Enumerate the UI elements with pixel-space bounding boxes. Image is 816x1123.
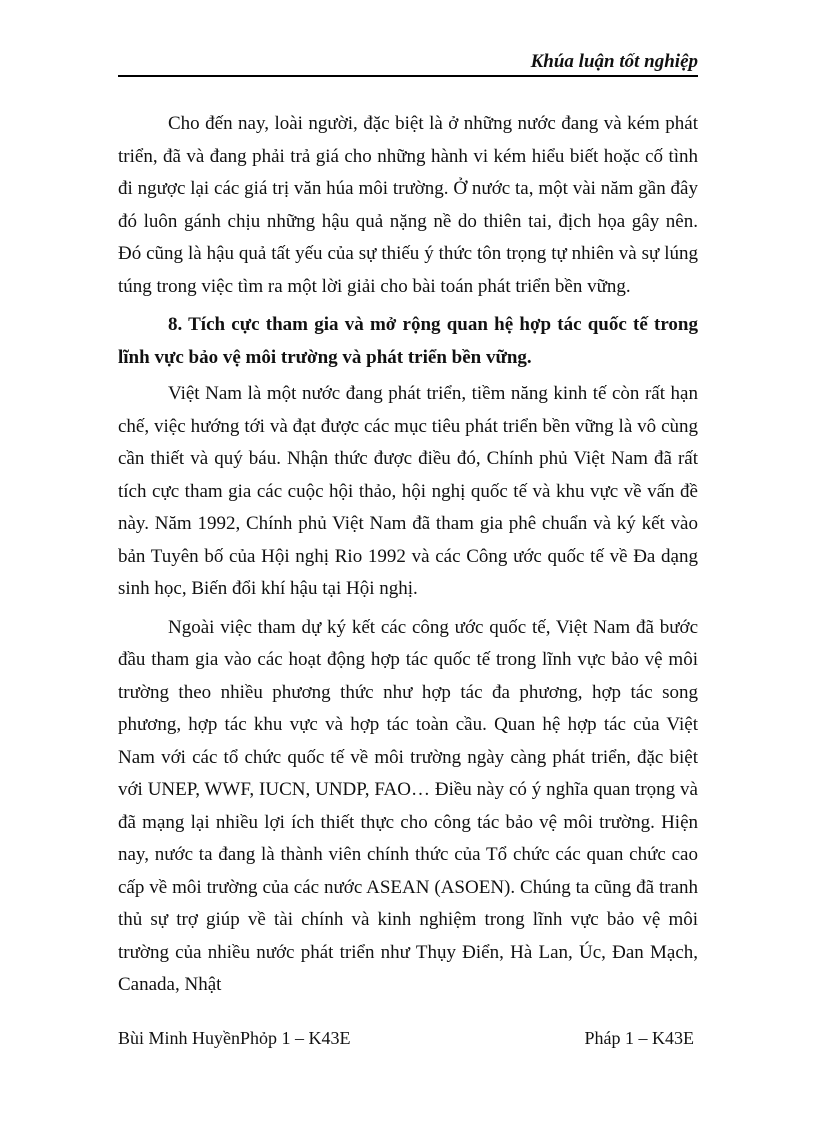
paragraph-3: Ngoài việc tham dự ký kết các công ước quốc tế, Việt Nam đã bước đầu tham gia vào các hoạt động hợp tác quốc tế trong lĩnh vực bảo vệ môi trường theo nhiều phương thức như hợp tác đa phương, hợp tác song phương, hợp tác khu vực và hợp tác toàn cầu. Quan hệ hợp tác của Việt Nam với các tổ chức quốc tế về môi trường ngày càng phát triển, đặc biệt với UNEP, WWF, IUCN, UNDP, FAO… Điều này có ý nghĩa quan trọng và đã mạng lại nhiều lợi ích thiết thực cho công tác bảo vệ môi trường. Hiện nay, nước ta đang là thành viên chính thức của Tổ chức các quan chức cao cấp về môi trường của các nước ASEAN (ASOEN). Chúng ta cũng đã tranh thủ sự trợ giúp về tài chính và kinh nghiệm trong lĩnh vực bảo vệ môi trường của nhiều nước phát triển như Thụy Điển, Hà Lan, Úc, Đan Mạch, Canada, Nhật: [118, 616, 698, 995]
header-divider: [118, 75, 698, 77]
paragraph-2: Việt Nam là một nước đang phát triển, tiềm năng kinh tế còn rất hạn chế, việc hướng tới và đạt được các mục tiêu phát triển bền vững là vô cùng cần thiết và quý báu. Nhận thức được điều đó, Chính phủ Việt Nam đã rất tích cực tham gia các cuộc hội thảo, hội nghị quốc tế và khu vực về vấn đề này. Năm 1992, Chính phủ Việt Nam đã tham gia phê chuẩn và ký kết vào bản Tuyên bố của Hội nghị Rio 1992 và các Công ước quốc tế về Đa dạng sinh học, Biến đổi khí hậu tại Hội nghị.: [118, 383, 698, 599]
document-body: [118, 108, 698, 1008]
footer-author: Bùi Minh HuyềnPhỏp 1 – K43E: [118, 1028, 351, 1048]
paragraph-1: Cho đến nay, loài người, đặc biệt là ở những nước đang và kém phát triển, đã và đang phải trả giá cho những hành vi kém hiểu biết hoặc cố tình đi ngược lại các giá trị văn húa môi trường. Ở nước ta, một vài năm gần đây đó luôn gánh chịu những hậu quả nặng nề do thiên tai, địch họa gây nên. Đó cũng là hậu quả tất yếu của sự thiếu ý thức tôn trọng tự nhiên và sự lúng túng trong việc tìm ra một lời giải cho bài toán phát triển bền vững.: [118, 113, 698, 297]
section-heading: 8. Tích cực tham gia và mở rộng quan hệ hợp tác quốc tế trong lĩnh vực bảo vệ môi trường và phát triển bền vững.: [118, 314, 698, 368]
header-title: Khúa luận tốt nghiệp: [530, 51, 698, 72]
footer-class: Pháp 1 – K43E: [584, 1028, 694, 1048]
